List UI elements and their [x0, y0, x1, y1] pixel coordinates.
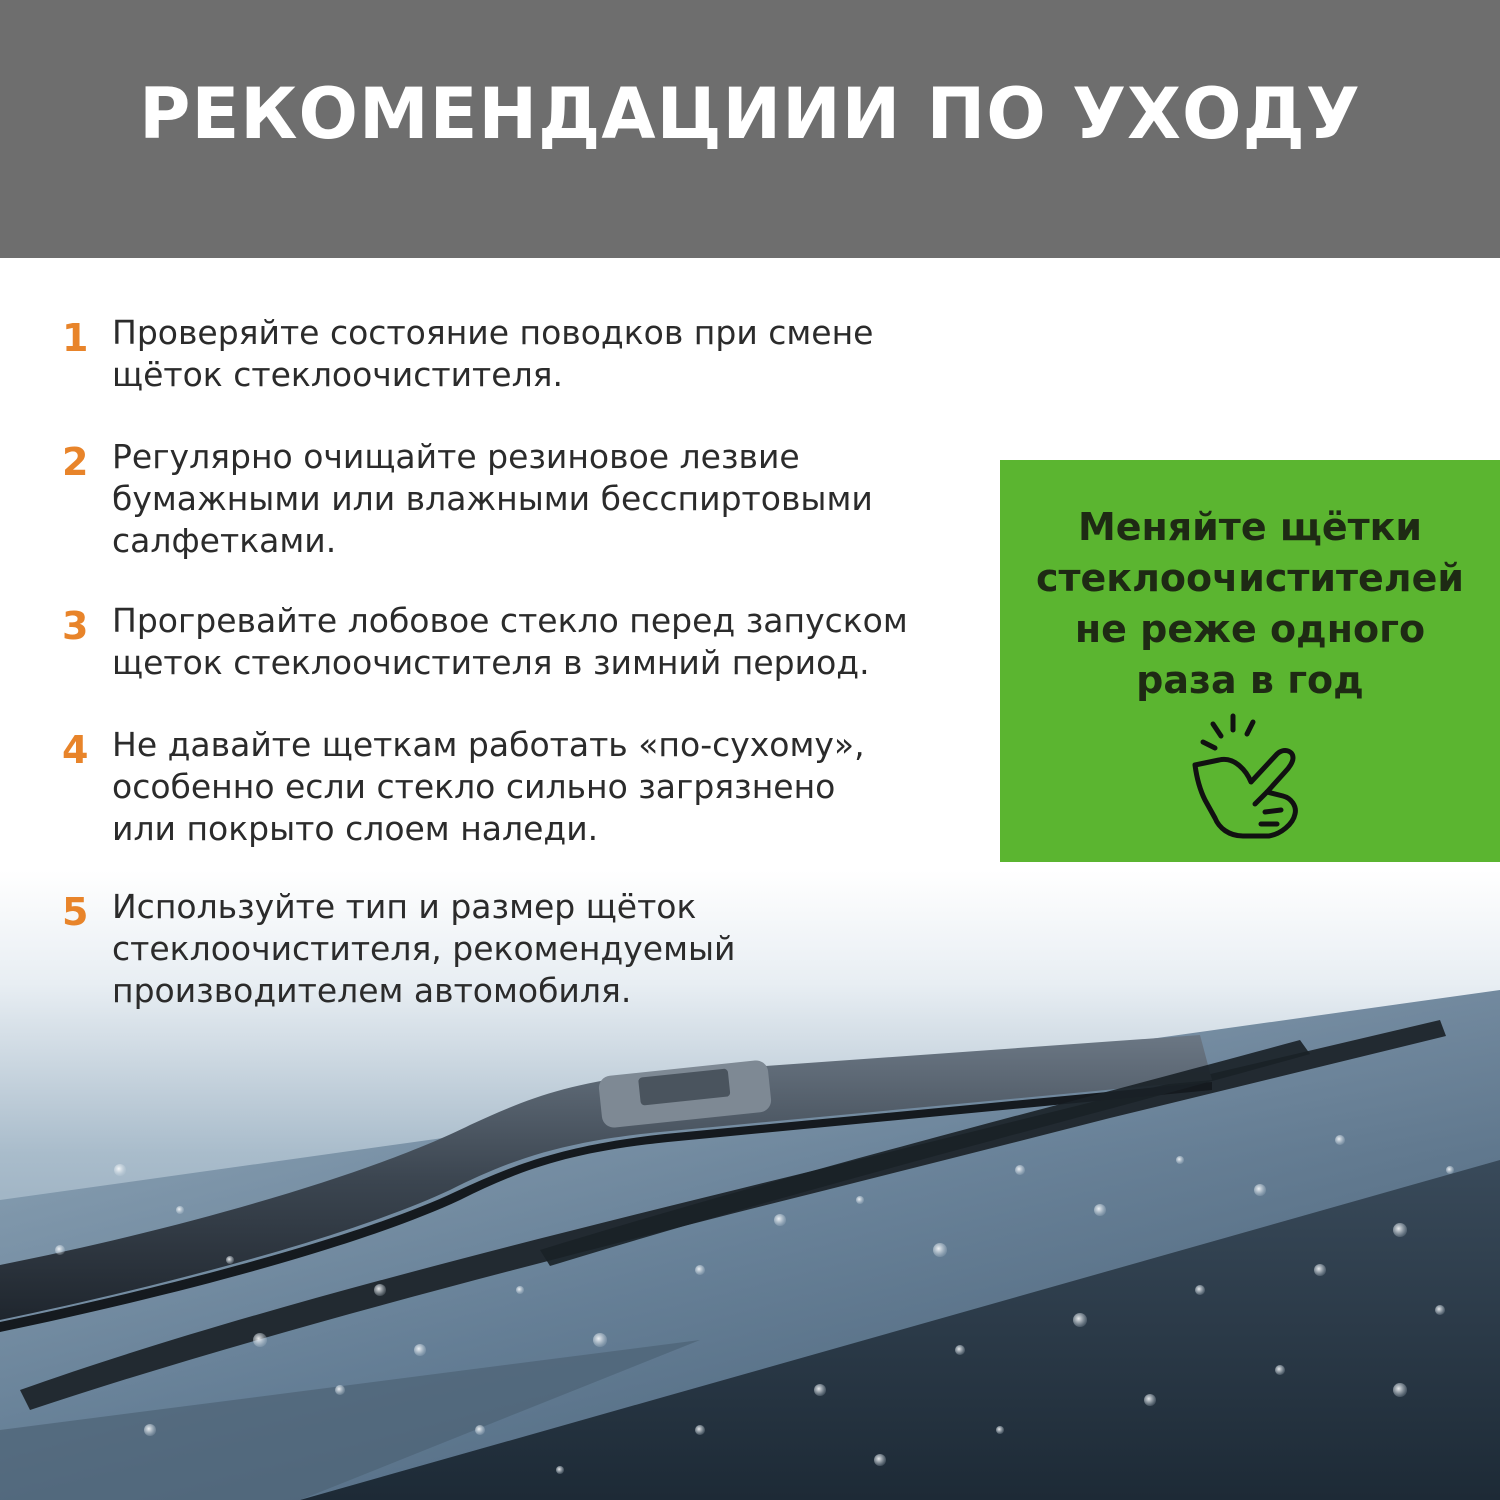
- tip-number: 1: [62, 316, 89, 360]
- tip-text: Регулярно очищайте резиновое лезвие бумажными или влажными бесспиртовыми салфетками.: [112, 437, 873, 560]
- tip-text: Проверяйте состояние поводков при смене щёток стеклоочистителя.: [112, 313, 874, 394]
- header-banner: [0, 0, 1500, 258]
- list-item: [62, 724, 942, 850]
- tip-number: 2: [62, 440, 89, 484]
- list-item: [62, 312, 942, 396]
- promo-text: Меняйте щётки стеклоочистителей не реже одного раза в год: [1035, 505, 1465, 702]
- tap-finger-icon: [1185, 710, 1305, 845]
- tip-text: Используйте тип и размер щёток стеклоочистителя, рекомендуемый производителем автомобиля.: [112, 887, 736, 1010]
- tip-text: Прогревайте лобовое стекло перед запуском щеток стеклоочистителя в зимний период.: [112, 601, 908, 682]
- list-item: [62, 886, 942, 1012]
- list-item: [62, 436, 942, 562]
- tip-number: 3: [62, 604, 89, 648]
- page-title: РЕКОМЕНДАЦИИИ ПО УХОДУ: [139, 73, 1361, 155]
- tip-number: 4: [62, 728, 89, 772]
- tip-number: 5: [62, 890, 89, 934]
- list-item: [62, 600, 942, 684]
- tip-text: Не давайте щеткам работать «по-сухому», особенно если стекло сильно загрязнено или покрыто слоем наледи.: [112, 725, 865, 848]
